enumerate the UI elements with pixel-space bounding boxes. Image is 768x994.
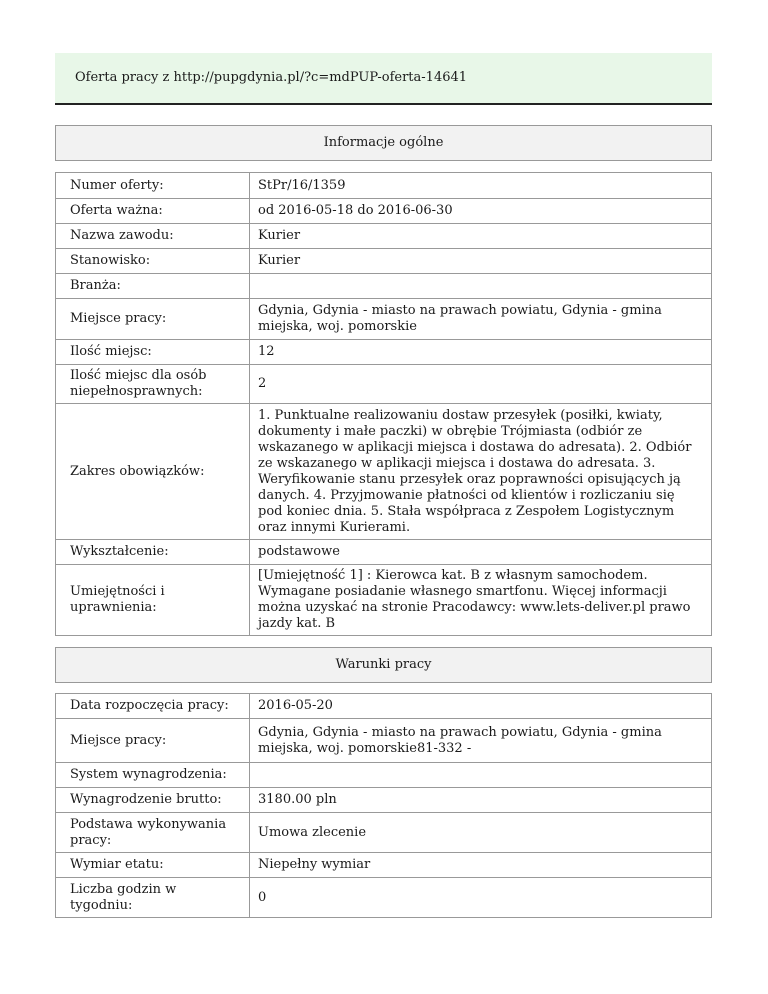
row-value: 1. Punktualne realizowaniu dostaw przesyłek (posiłki, kwiaty, dokumenty i małe paczki) w obrębie Trójmiasta (odbiór ze wskazanego w aplikacji miejsca i dostawa do adresata). 2. Odbiór ze wskazanego w aplikacji miejsca i dostawa do adresata. 3. Weryfikowanie stanu przesyłek oraz poprawności opisujących ją danych. 4. Przyjmowanie płatności od klientów i rozliczaniu się pod koniec dnia. 5. Stała współpraca z Zespołem Logistycznym oraz innymi Kurierami. bbox=[250, 404, 712, 540]
work-conditions-table bbox=[55, 693, 712, 918]
row-value: Kurier bbox=[250, 224, 712, 249]
row-label: System wynagrodzenia: bbox=[56, 763, 250, 788]
row-label: Miejsce pracy: bbox=[56, 719, 250, 763]
row-value: podstawowe bbox=[250, 540, 712, 565]
row-label: Zakres obowiązków: bbox=[56, 404, 250, 540]
row-value: Niepełny wymiar bbox=[250, 853, 712, 878]
table-row bbox=[56, 763, 712, 788]
table-row bbox=[56, 404, 712, 540]
row-value: StPr/16/1359 bbox=[250, 173, 712, 199]
row-value: 2016-05-20 bbox=[250, 694, 712, 719]
general-info-table bbox=[55, 172, 712, 636]
row-label: Ilość miejsc: bbox=[56, 340, 250, 365]
table-row bbox=[56, 540, 712, 565]
row-label: Oferta ważna: bbox=[56, 199, 250, 224]
section-title-general: Informacje ogólne bbox=[55, 125, 712, 161]
row-value: 0 bbox=[250, 878, 712, 918]
table-row bbox=[56, 694, 712, 719]
row-label: Ilość miejsc dla osób niepełnosprawnych: bbox=[56, 365, 250, 404]
row-label: Liczba godzin w tygodniu: bbox=[56, 878, 250, 918]
table-row bbox=[56, 853, 712, 878]
table-row bbox=[56, 199, 712, 224]
row-value: Umowa zlecenie bbox=[250, 813, 712, 853]
row-value: od 2016-05-18 do 2016-06-30 bbox=[250, 199, 712, 224]
row-value: 12 bbox=[250, 340, 712, 365]
row-value: 3180.00 pln bbox=[250, 788, 712, 813]
row-label: Branża: bbox=[56, 274, 250, 299]
row-value bbox=[250, 763, 712, 788]
offer-source-text: Oferta pracy z http://pupgdynia.pl/?c=mdPUP-oferta-14641 bbox=[75, 70, 468, 85]
row-label: Data rozpoczęcia pracy: bbox=[56, 694, 250, 719]
row-label: Numer oferty: bbox=[56, 173, 250, 199]
section-title-conditions: Warunki pracy bbox=[55, 647, 712, 683]
table-row bbox=[56, 365, 712, 404]
row-value bbox=[250, 274, 712, 299]
table-row bbox=[56, 224, 712, 249]
row-label: Miejsce pracy: bbox=[56, 299, 250, 340]
row-value: Kurier bbox=[250, 249, 712, 274]
table-row bbox=[56, 719, 712, 763]
table-row bbox=[56, 274, 712, 299]
table-row bbox=[56, 299, 712, 340]
table-row bbox=[56, 878, 712, 918]
row-value: Gdynia, Gdynia - miasto na prawach powiatu, Gdynia - gmina miejska, woj. pomorskie bbox=[250, 299, 712, 340]
row-label: Wymiar etatu: bbox=[56, 853, 250, 878]
row-value: 2 bbox=[250, 365, 712, 404]
row-label: Umiejętności i uprawnienia: bbox=[56, 565, 250, 636]
row-value: [Umiejętność 1] : Kierowca kat. B z własnym samochodem. Wymagane posiadanie własnego smartfonu. Więcej informacji można uzyskać na stronie Pracodawcy: www.lets-deliver.pl prawo jazdy kat. B bbox=[250, 565, 712, 636]
row-label: Podstawa wykonywania pracy: bbox=[56, 813, 250, 853]
row-label: Wykształcenie: bbox=[56, 540, 250, 565]
row-label: Nazwa zawodu: bbox=[56, 224, 250, 249]
row-label: Wynagrodzenie brutto: bbox=[56, 788, 250, 813]
table-row bbox=[56, 788, 712, 813]
offer-source-header bbox=[55, 53, 712, 105]
table-row bbox=[56, 340, 712, 365]
table-row bbox=[56, 173, 712, 199]
row-value: Gdynia, Gdynia - miasto na prawach powiatu, Gdynia - gmina miejska, woj. pomorskie81-332 - bbox=[250, 719, 712, 763]
table-row bbox=[56, 565, 712, 636]
row-label: Stanowisko: bbox=[56, 249, 250, 274]
table-row bbox=[56, 813, 712, 853]
table-row bbox=[56, 249, 712, 274]
